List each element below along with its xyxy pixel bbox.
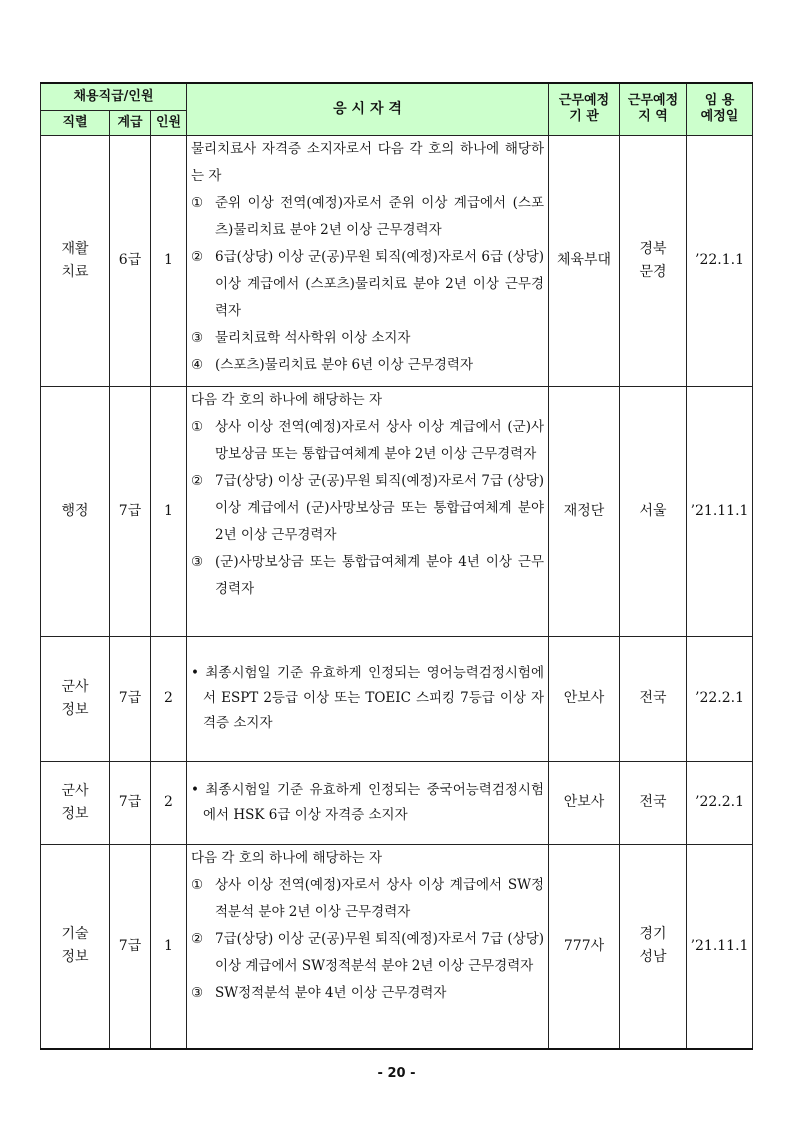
- cell-line: 777사: [563, 937, 605, 954]
- region-cell: [620, 844, 687, 1049]
- org-cell: [549, 844, 620, 1049]
- item-number: ①: [191, 876, 204, 893]
- item-text: 물리치료학 석사학위 이상 소지자: [215, 329, 411, 346]
- qualification-cell: [187, 135, 549, 386]
- date-cell: ’22.1.1: [687, 135, 753, 386]
- qualification-item: [191, 352, 544, 379]
- item-number: ②: [191, 248, 204, 265]
- item-number: ①: [191, 194, 204, 211]
- item-text: 상사 이상 전역(예정)자로서 상사 이상 계급에서 SW정적분석 분야 2년 이상 근무경력자: [215, 876, 545, 920]
- header-org: 근무예정 기 관: [549, 83, 620, 135]
- region-cell: [620, 386, 687, 636]
- count-cell: 1: [151, 844, 187, 1049]
- rank-cell: [41, 135, 110, 386]
- qualification-cell: [187, 636, 549, 761]
- item-text: 7급(상당) 이상 군(공)무원 퇴직(예정)자로서 7급 (상당) 이상 계급에서 SW정적분석 분야 2년 이상 근무경력자: [215, 930, 545, 974]
- cell-line: 문경: [639, 263, 667, 280]
- qualification-item: • 최종시험일 기준 유효하게 인정되는 중국어능력검정시험에서 HSK 6급 이상 자격증 소지자: [191, 781, 545, 823]
- count-cell: 1: [151, 135, 187, 386]
- cell-line: 재정단: [563, 502, 605, 519]
- table-row: [41, 135, 753, 386]
- header-grade: 계급: [110, 110, 151, 135]
- cell-line: 기술: [61, 926, 89, 943]
- region-cell: [620, 636, 687, 761]
- grade-cell: 7급: [110, 844, 151, 1049]
- cell-line: 전국: [639, 690, 667, 706]
- rank-cell: [41, 636, 110, 761]
- item-text: (군)사망보상금 또는 통합급여체계 분야 4년 이상 근무경력자: [215, 553, 545, 597]
- item-text: (스포츠)물리치료 분야 6년 이상 근무경력자: [215, 356, 473, 373]
- grade-cell: 7급: [110, 386, 151, 636]
- cell-line: 재활: [61, 240, 89, 257]
- table-row: [41, 761, 753, 844]
- count-cell: 1: [151, 386, 187, 636]
- item-number: ②: [191, 472, 204, 489]
- cell-line: 행정: [61, 502, 89, 519]
- cell-line: 경기: [639, 926, 667, 943]
- org-cell: [549, 135, 620, 386]
- rank-cell: [41, 761, 110, 844]
- cell-line: 성남: [639, 949, 667, 966]
- qualification-item: [191, 325, 544, 352]
- item-number: ②: [191, 930, 204, 947]
- table-row: [41, 386, 753, 636]
- cell-line: 정보: [61, 701, 89, 718]
- table-row: [41, 636, 753, 761]
- qualification-item: [191, 190, 544, 244]
- qualification-item: [191, 549, 544, 603]
- qualification-cell: [187, 844, 549, 1049]
- qualification-item: [191, 244, 544, 325]
- qualification-item: 물리치료사 자격증 소지자로서 다음 각 호의 하나에 해당하는 자: [191, 140, 545, 184]
- cell-line: 안보사: [563, 794, 605, 810]
- page-number: - 20 -: [377, 1066, 416, 1081]
- count-cell: 2: [151, 761, 187, 844]
- item-number: ④: [191, 356, 204, 373]
- header-region: 근무예정 지 역: [620, 83, 687, 135]
- org-cell: [549, 761, 620, 844]
- item-number: ③: [191, 553, 204, 570]
- rank-cell: [41, 844, 110, 1049]
- item-number: ③: [191, 329, 204, 346]
- date-cell: ’21.11.1: [687, 844, 753, 1049]
- cell-line: 정보: [61, 949, 89, 966]
- qualification-item: [191, 414, 544, 468]
- cell-line: 군사: [61, 782, 89, 799]
- qualification-item: [191, 468, 544, 549]
- region-cell: [620, 135, 687, 386]
- qualification-cell: [187, 386, 549, 636]
- header-group: 채용직급/인원: [41, 83, 187, 110]
- item-text: 7급(상당) 이상 군(공)무원 퇴직(예정)자로서 7급 (상당) 이상 계급에서 (군)사망보상금 또는 통합급여체계 분야 2년 이상 근무경력자: [215, 472, 545, 543]
- qualification-item: [191, 926, 544, 980]
- qualification-item: 다음 각 호의 하나에 해당하는 자: [191, 391, 383, 408]
- region-cell: [620, 761, 687, 844]
- date-cell: ’21.11.1: [687, 386, 753, 636]
- cell-line: 체육부대: [556, 252, 612, 268]
- qualification-item: • 최종시험일 기준 유효하게 인정되는 영어능력검정시험에서 ESPT 2등급 이상 또는 TOEIC 스피킹 7등급 이상 자격증 소지자: [191, 665, 545, 731]
- recruitment-table: [40, 82, 753, 1050]
- qualification-item: [191, 872, 544, 926]
- header-count: 인원: [151, 110, 187, 135]
- header-rank: 직렬: [41, 110, 110, 135]
- item-text: 준위 이상 전역(예정)자로서 준위 이상 계급에서 (스포츠)물리치료 분야 2년 이상 근무경력자: [215, 194, 545, 238]
- date-cell: ’22.2.1: [687, 761, 753, 844]
- item-text: 6급(상당) 이상 군(공)무원 퇴직(예정)자로서 6급 (상당) 이상 계급에서 (스포츠)물리치료 분야 2년 이상 근무경력자: [215, 248, 545, 319]
- cell-line: 전국: [639, 794, 667, 810]
- cell-line: 치료: [61, 263, 89, 280]
- org-cell: [549, 386, 620, 636]
- item-text: SW정적분석 분야 4년 이상 근무경력자: [215, 984, 447, 1001]
- count-cell: 2: [151, 636, 187, 761]
- rank-cell: [41, 386, 110, 636]
- qualification-cell: [187, 761, 549, 844]
- date-cell: ’22.2.1: [687, 636, 753, 761]
- org-cell: [549, 636, 620, 761]
- header-qualification: 응 시 자 격: [187, 83, 549, 135]
- cell-line: 서울: [639, 502, 667, 519]
- header-date: 임 용 예정일: [687, 83, 753, 135]
- cell-line: 안보사: [563, 690, 605, 706]
- qualification-item: [191, 980, 544, 1007]
- grade-cell: 6급: [110, 135, 151, 386]
- cell-line: 정보: [61, 805, 89, 822]
- item-number: ③: [191, 984, 204, 1001]
- item-number: ①: [191, 418, 204, 435]
- cell-line: 경북: [639, 240, 667, 257]
- item-text: 상사 이상 전역(예정)자로서 상사 이상 계급에서 (군)사망보상금 또는 통합급여체계 분야 2년 이상 근무경력자: [215, 418, 545, 462]
- qualification-item: 다음 각 호의 하나에 해당하는 자: [191, 849, 383, 866]
- grade-cell: 7급: [110, 636, 151, 761]
- table-row: [41, 844, 753, 1049]
- cell-line: 군사: [61, 678, 89, 695]
- grade-cell: 7급: [110, 761, 151, 844]
